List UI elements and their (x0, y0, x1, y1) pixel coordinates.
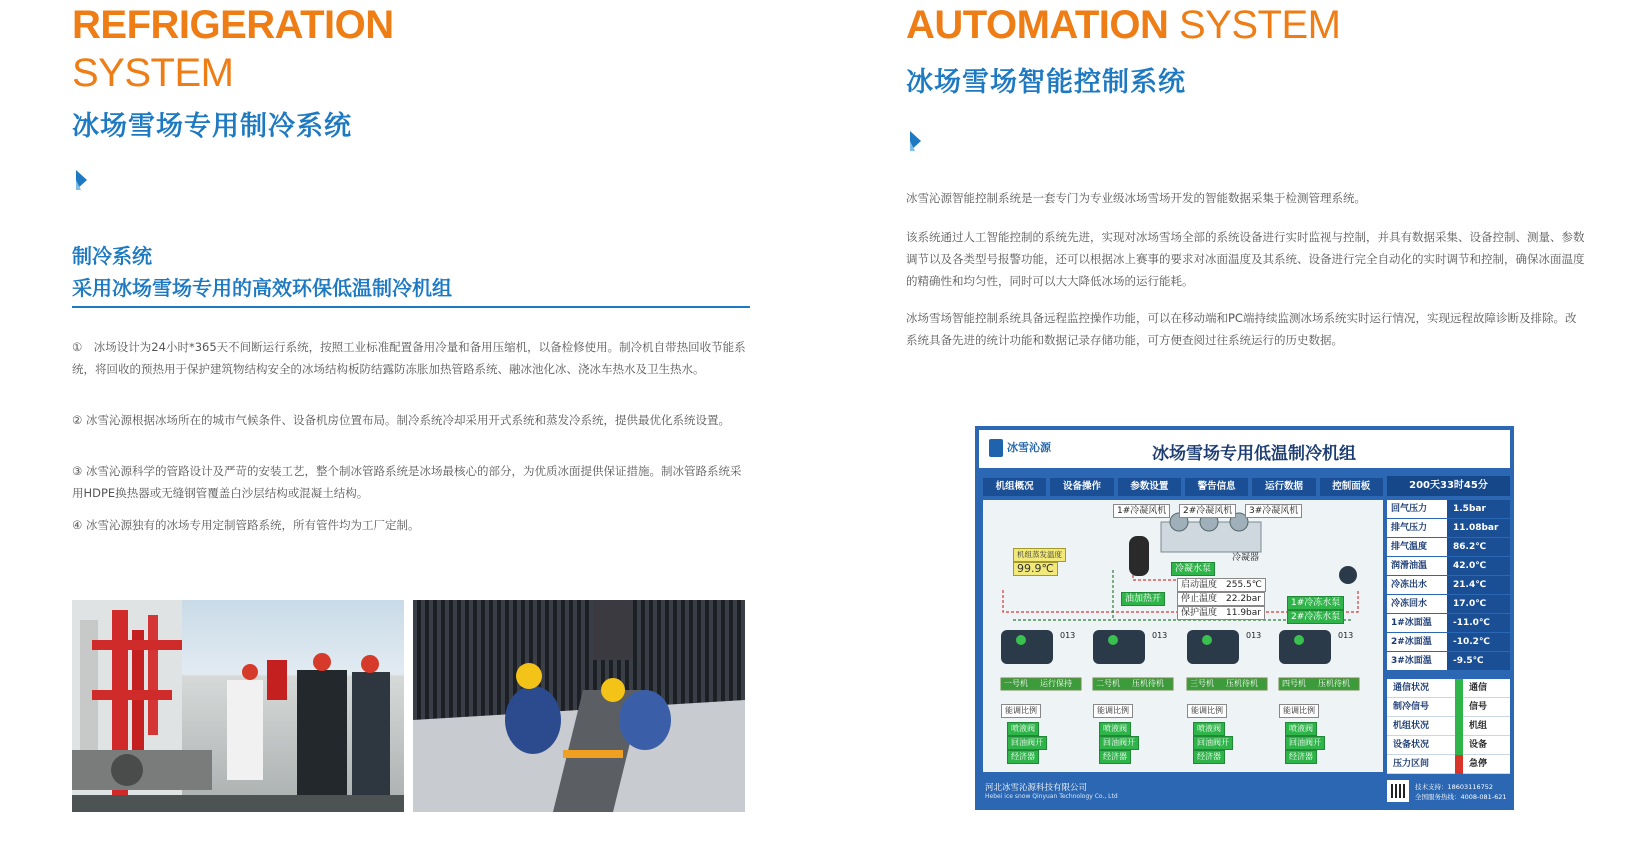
valve-spray-1[interactable]: 喷液阀 (1007, 722, 1039, 736)
list-item: ① 冰场设计为24小时*365天不间断运行系统，按照工业标准配置备用冷量和备用压缩机，以备检修使用。制冷机自带热回收节能系统，将回收的预热用于保护建筑物结构安全的冰场结构板防结露防冻胀加热管路系统、融冰池化冰、浇冰车热水及卫生热水。 (72, 340, 746, 376)
param-row: 3#冰面温 -9.5℃ (1387, 652, 1510, 671)
title-en-system: SYSTEM (72, 51, 234, 95)
valve-oil-1[interactable]: 回油阀开 (1007, 736, 1047, 750)
fan-label[interactable]: 1#冷凝风机 (1113, 504, 1170, 518)
status-ok-icon (1455, 679, 1463, 698)
status-alarm-icon (1455, 755, 1463, 774)
valve-spray-4[interactable]: 喷液阀 (1285, 722, 1317, 736)
hmi-parameters (1387, 500, 1510, 774)
compressor-3-ratio: 能调比例 (1187, 704, 1227, 718)
valve-eco-1[interactable]: 经济器 (1007, 750, 1039, 764)
param-row: 2#冰面温 -10.2℃ (1387, 633, 1510, 652)
compressor-2-name[interactable]: 二号机 (1096, 679, 1120, 688)
condenser-label: 冷凝器 (1232, 553, 1260, 563)
arrow-icon (76, 170, 87, 190)
chilled-pump-1[interactable]: 1#冷冻水泵 (1287, 596, 1344, 610)
list-item: ③ 冰雪沁源科学的管路设计及严苛的安装工艺，整个制冰管路系统是冰场最核心的部分，为优质冰面提供保证措施。制冰管路系统采用HDPE换热器或无缝钢管覆盖白沙层结构或混凝土结构。 (72, 464, 742, 500)
compressor-1-name[interactable]: 一号机 (1004, 679, 1028, 688)
title-en-automation: AUTOMATION SYSTEM (906, 3, 1341, 47)
photo-pipe-installation (413, 600, 745, 812)
tab-overview[interactable]: 机组概况 (983, 478, 1046, 496)
param-row: 排气温度 86.2℃ (1387, 538, 1510, 557)
compressor-1-ratio: 能调比例 (1001, 704, 1041, 718)
status-ok-icon (1455, 736, 1463, 755)
tab-device-operation[interactable]: 设备操作 (1050, 478, 1113, 496)
param-row: 排气压力 11.08bar (1387, 519, 1510, 538)
display-temp-label: 机组蒸发温度 (1013, 548, 1066, 562)
tab-parameter-settings[interactable]: 参数设置 (1118, 478, 1181, 496)
run-timer: 200天33时45分 (1387, 476, 1510, 496)
photo-machine-room (72, 600, 404, 812)
title-cn-automation: 冰场雪场智能控制系统 (906, 67, 1186, 98)
valve-spray-2[interactable]: 喷液阀 (1099, 722, 1131, 736)
valve-eco-3[interactable]: 经济器 (1193, 750, 1225, 764)
paragraph: 冰雪沁源智能控制系统是一套专门为专业级冰场雪场开发的智能数据采集于检测管理系统。 (906, 191, 1366, 205)
tab-run-data[interactable]: 运行数据 (1252, 478, 1315, 496)
condenser-pump-label[interactable]: 冷凝水泵 (1171, 562, 1215, 576)
section-title-refrigeration: 制冷系统 (72, 244, 152, 268)
paragraph: 该系统通过人工智能控制的系统先进，实现对冰场雪场全部的系统设备进行实时监视与控制，并具有数据采集、设备控制、测量、参数调节以及各类型号报警功能，还可以根据冰上赛事的要求对冰面温度及其系统、设备进行完全自动化的实时调节和控制，确保冰面温度的精确性和均匀性，同时可以大大降低冰场的运行能耗。 (906, 230, 1585, 288)
hmi-panel (975, 426, 1514, 810)
valve-oil-4[interactable]: 回油阀开 (1285, 736, 1325, 750)
param-row: 冷冻出水 21.4℃ (1387, 576, 1510, 595)
valve-eco-4[interactable]: 经济器 (1285, 750, 1317, 764)
compressor-2-number: 013 (1152, 631, 1168, 640)
status-row: 设备状况 设备 (1387, 736, 1510, 755)
section-divider (72, 306, 750, 308)
hmi-logo: 冰雪沁源 (989, 439, 1051, 457)
list-item: ② 冰雪沁源根据冰场所在的城市气候条件、设备机房位置布局。制冷系统冷却采用开式系统和蒸发冷系统，提供最优化系统设置。 (72, 413, 730, 427)
fan-label[interactable]: 3#冷凝风机 (1245, 504, 1302, 518)
display-temp-value: 99.9℃ (1013, 562, 1058, 576)
list-item: ④ 冰雪沁源独有的冰场专用定制管路系统，所有管件均为工厂定制。 (72, 518, 420, 532)
oil-heat-label[interactable]: 油加热开 (1121, 592, 1165, 606)
param-row: 1#冰面温 -11.0℃ (1387, 614, 1510, 633)
hmi-footer (979, 778, 1510, 806)
compressor-3-state: 压机待机 (1226, 679, 1258, 688)
compressor-2-state: 压机待机 (1132, 679, 1164, 688)
compressor-4-name[interactable]: 四号机 (1282, 679, 1306, 688)
stop-temp: 停止温度 22.2bar (1177, 592, 1265, 606)
company-name: 河北冰雪沁源科技有限公司 Hebei ice snow Qinyuan Technology Co., Ltd (985, 783, 1118, 800)
status-panel (1387, 679, 1510, 774)
compressor-3-number: 013 (1246, 631, 1262, 640)
qr-code-icon (1387, 780, 1409, 802)
compressor-4-state: 压机待机 (1318, 679, 1350, 688)
hmi-diagram (983, 500, 1383, 772)
valve-spray-3[interactable]: 喷液阀 (1193, 722, 1225, 736)
fan-label[interactable]: 2#冷凝风机 (1179, 504, 1236, 518)
valve-eco-2[interactable]: 经济器 (1099, 750, 1131, 764)
status-row: 制冷信号 信号 (1387, 698, 1510, 717)
param-row: 润滑油温 42.0℃ (1387, 557, 1510, 576)
start-temp: 启动温度 255.5℃ (1177, 578, 1266, 592)
compressor-1-state: 运行保持 (1040, 679, 1072, 688)
status-row: 压力区间 急停 (1387, 755, 1510, 774)
arrow-icon (910, 131, 921, 151)
logo-icon (989, 439, 1003, 457)
compressor-4-ratio: 能调比例 (1279, 704, 1319, 718)
compressor-3-name[interactable]: 三号机 (1190, 679, 1214, 688)
paragraph: 冰场雪场智能控制系统具备远程监控操作功能，可以在移动端和PC端持续监测冰场系统实时运行情况，实现远程故障诊断及排除。改系统具备先进的统计功能和数据记录存储功能，可方便查阅过往系统运行的历史数据。 (906, 311, 1577, 347)
title-en-refrigeration: REFRIGERATION (72, 3, 394, 47)
param-row: 回气压力 1.5bar (1387, 500, 1510, 519)
chilled-pump-2[interactable]: 2#冷冻水泵 (1287, 610, 1344, 624)
status-row: 通信状况 通信 (1387, 679, 1510, 698)
tab-alarm-info[interactable]: 警告信息 (1185, 478, 1248, 496)
compressor-1-number: 013 (1060, 631, 1076, 640)
status-row: 机组状况 机组 (1387, 717, 1510, 736)
valve-oil-2[interactable]: 回油阀开 (1099, 736, 1139, 750)
section-subtitle-refrigeration: 采用冰场雪场专用的高效环保低温制冷机组 (72, 276, 452, 300)
compressor-4-number: 013 (1338, 631, 1354, 640)
contact-info: 技术支持：18603116752 全国服务热线：4008-081-621 (1415, 783, 1507, 801)
status-ok-icon (1455, 717, 1463, 736)
title-cn-refrigeration: 冰场雪场专用制冷系统 (72, 111, 352, 142)
status-ok-icon (1455, 698, 1463, 717)
hmi-nav (983, 478, 1383, 496)
hmi-header (979, 430, 1510, 468)
hmi-title: 冰场雪场专用低温制冷机组 (1152, 444, 1356, 464)
compressor-2-ratio: 能调比例 (1093, 704, 1133, 718)
valve-oil-3[interactable]: 回油阀开 (1193, 736, 1233, 750)
protect-temp: 保护温度 11.9bar (1177, 606, 1265, 620)
tab-control-panel[interactable]: 控制面板 (1320, 478, 1383, 496)
param-row: 冷冻回水 17.0℃ (1387, 595, 1510, 614)
